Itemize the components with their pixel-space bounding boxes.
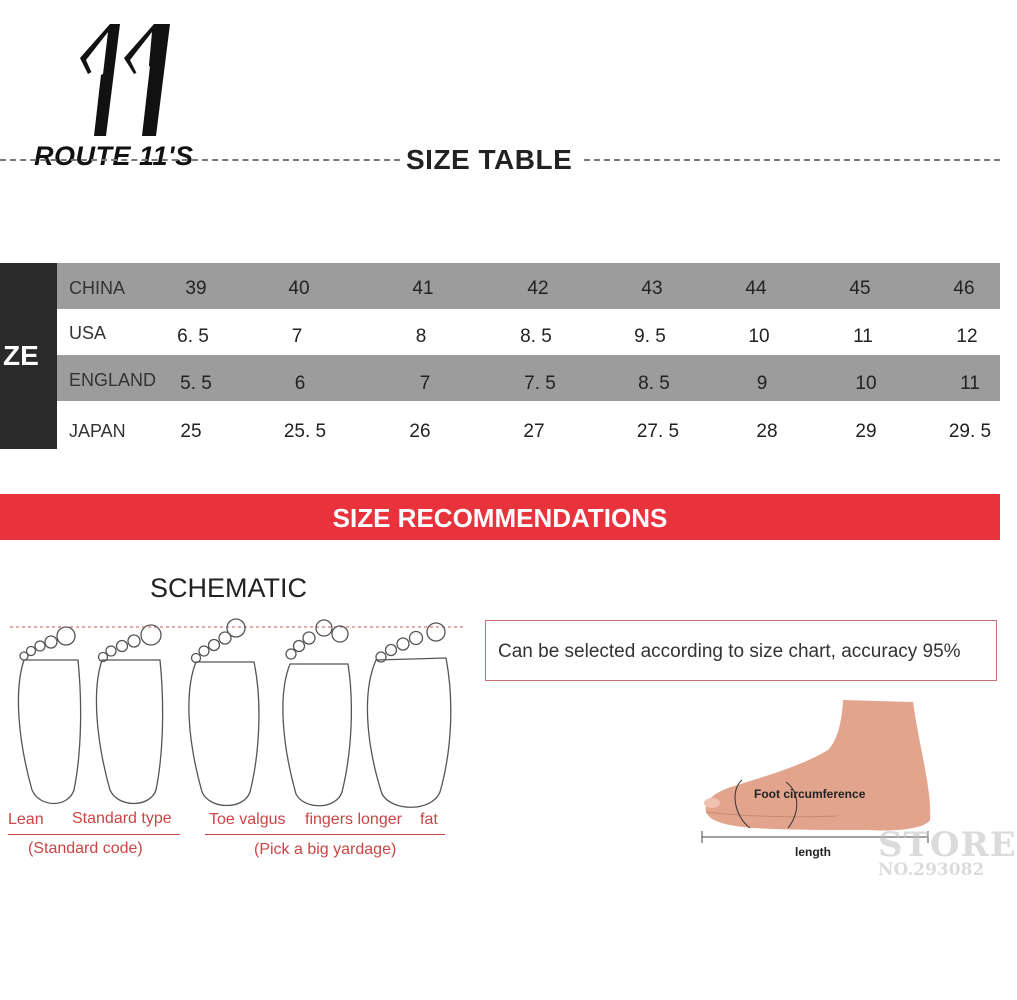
table-cell: 29	[855, 421, 877, 442]
table-row-usa	[57, 309, 1000, 355]
foot-circumference-label: Foot circumference	[754, 787, 866, 801]
table-cell: 7	[291, 326, 303, 347]
table-cell: 39	[185, 278, 207, 299]
foot-type-label: Standard type	[72, 810, 172, 827]
foot-types-illustration	[10, 620, 470, 810]
table-cell: 9	[756, 373, 768, 394]
table-cell: 6	[294, 373, 306, 394]
accuracy-note: Can be selected according to size chart, accuracy 95%	[498, 641, 961, 662]
row-label: ENGLAND	[69, 370, 157, 390]
table-cell: 40	[288, 278, 310, 299]
table-cell: 7	[419, 373, 431, 394]
table-cell: 46	[953, 278, 975, 299]
table-cell: 8	[415, 326, 427, 347]
table-cell: 45	[849, 278, 871, 299]
table-cell: 10	[748, 326, 770, 347]
row-label: JAPAN	[69, 421, 126, 441]
big-yardage-note: (Pick a big yardage)	[254, 841, 397, 858]
table-cell: 9. 5	[634, 326, 666, 347]
watermark-line: STORE	[878, 825, 1017, 865]
table-cell: 44	[745, 278, 767, 299]
table-cell: 5. 5	[180, 373, 212, 394]
table-cell: 43	[641, 278, 663, 299]
standard-code-note: (Standard code)	[28, 840, 143, 857]
table-row-england	[57, 355, 1000, 401]
table-cell: 41	[412, 278, 434, 299]
table-row-china	[57, 263, 1000, 309]
table-cell: 12	[956, 326, 978, 347]
table-cell: 6. 5	[177, 326, 209, 347]
schematic-title: SCHEMATIC	[150, 573, 308, 603]
table-cell: 7. 5	[524, 373, 556, 394]
row-label: CHINA	[69, 278, 126, 298]
foot-type-label: fat	[420, 811, 438, 828]
table-cell: 25. 5	[283, 421, 327, 442]
table-cell: 8. 5	[638, 373, 670, 394]
table-cell: 11	[960, 373, 980, 394]
foot-type-label: Lean	[8, 811, 44, 828]
table-cell: 27	[523, 421, 545, 442]
row-label: USA	[69, 323, 107, 343]
table-cell: 25	[180, 421, 202, 442]
recommendations-title: SIZE RECOMMENDATIONS	[332, 503, 668, 533]
brand-logo-icon	[72, 18, 172, 136]
brand-name: ROUTE 11'S	[34, 141, 194, 171]
watermark-line: NO.293082	[878, 860, 985, 880]
table-cell: 10	[855, 373, 877, 394]
table-cell: 29. 5	[948, 421, 992, 442]
table-cell: 27. 5	[636, 421, 680, 442]
foot-type-label: Toe valgus	[209, 811, 286, 828]
divider-right	[584, 159, 1000, 161]
group-underline	[205, 834, 445, 835]
size-table-title: SIZE TABLE	[406, 144, 573, 175]
table-side-label: ZE	[3, 340, 39, 371]
table-cell: 28	[756, 421, 778, 442]
table-cell: 26	[409, 421, 431, 442]
length-label: length	[795, 845, 831, 859]
divider-left	[0, 159, 400, 161]
store-watermark	[878, 825, 1017, 880]
foot-type-label: fingers longer	[305, 811, 402, 828]
table-row-japan	[57, 401, 1000, 447]
table-cell: 42	[527, 278, 549, 299]
group-underline	[8, 834, 180, 835]
table-cell: 11	[853, 326, 873, 347]
table-cell: 8. 5	[520, 326, 552, 347]
